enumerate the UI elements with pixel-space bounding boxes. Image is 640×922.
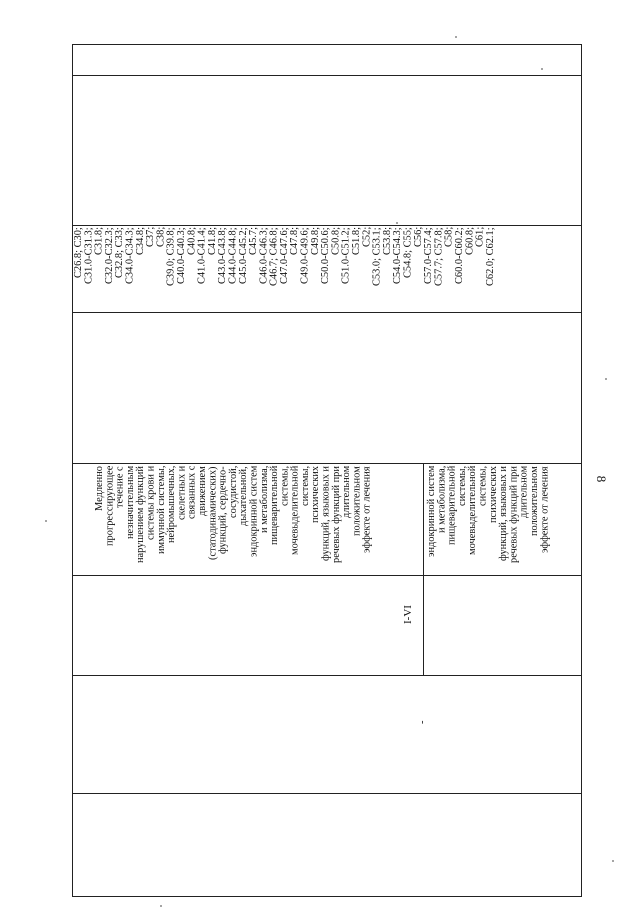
scan-speck	[541, 68, 543, 70]
dash-cell: -	[417, 721, 428, 725]
row-divider	[73, 225, 581, 226]
scan-speck	[455, 36, 457, 38]
scan-speck	[605, 378, 607, 380]
scan-speck	[45, 520, 47, 522]
description-main-cell: Медленно прогрессирующее течение с незначительным нарушением функций системы крови и иммунной системы, нейромышечных, скелетных и связанных с движением (статодинамических) функций, сердечно- сосудистой, дыхательной, эндокринной систем и метаболизма, пищеварительной системы, мочевыделительной системы, психических функций, языковых и речевых функций при длительном положительном эффекте от лечения	[94, 466, 373, 563]
disability-criteria-table	[72, 44, 582, 897]
page-number: 8	[594, 475, 609, 483]
row-divider	[73, 575, 581, 576]
row-divider	[73, 793, 581, 794]
degree-cell: I-VI	[402, 605, 414, 624]
description-top-cell: эндокринной систем и метаболизма, пищеварительной системы, мочевыделительной системы, психических функций, языковых и речевых функций при длительном положительном эффекте от лечения	[426, 466, 551, 563]
row-divider	[73, 75, 581, 76]
scan-speck	[396, 222, 398, 224]
scan-speck	[160, 905, 162, 907]
scan-speck	[612, 860, 614, 862]
row-divider	[73, 675, 581, 676]
row-divider	[73, 463, 581, 464]
row-divider	[73, 312, 581, 313]
cell-divider	[423, 463, 424, 575]
icd-codes-cell: C26.8; C30; C31.0-C31.3; C31.8; C32.0-C32.3; C32.8; C33; C34.0-C34.3; C34.8; C37; C38; C39.0; C39.8; C40.0-C40.3; C40.8; C41.0-C41.4; C41.8; C43.0-C43.8; C44.0-C44.8; C45.0-C45.2; C45.7; C46.0-C46.3; C46.7; C46.8; C47.0-C47.6; C47.8; C49.0-C49.6; C49.8; C50.0-C50.6; C50.8; C51.0-C51.2; C51.8; C52; C53.0; C53.1; C53.8; C54.0-C54.3; C54.8; C55; C56; C57.0-C57.4; C57.7; C57.8; C58; C60.0-C60.2; C60.8; C61; C62.0; C62.1;	[73, 227, 496, 286]
